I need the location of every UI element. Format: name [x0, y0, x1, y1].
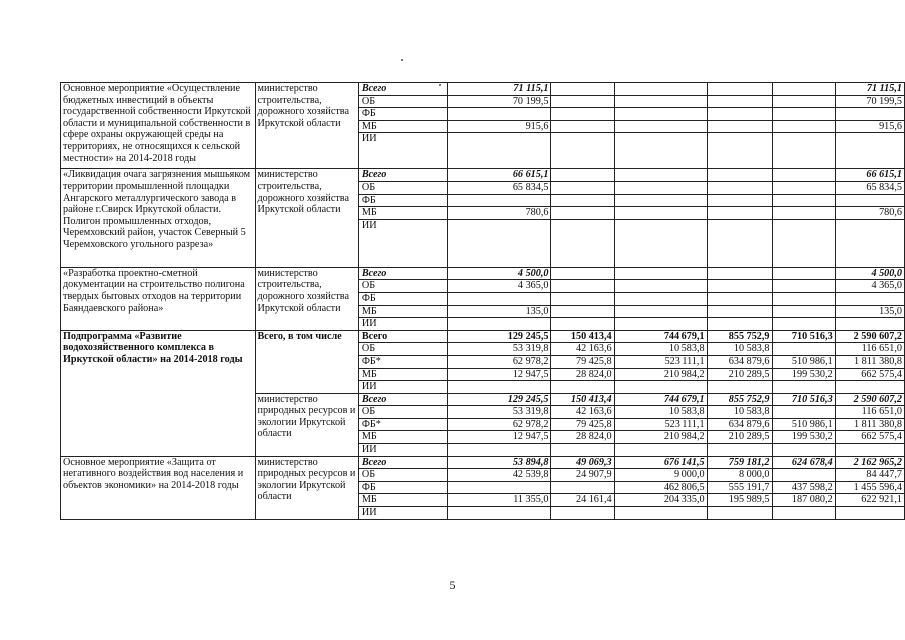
year-value-cell: [772, 469, 835, 482]
year-value-cell: 11 355,0: [447, 494, 551, 507]
year-value-cell: [707, 95, 772, 108]
year-value-cell: [707, 207, 772, 220]
year-value-cell: [707, 305, 772, 318]
funding-source: ИИ: [358, 507, 447, 520]
year-value-cell: 10 583,8: [614, 343, 707, 356]
year-value-cell: [551, 108, 614, 121]
year-value-cell: 210 289,5: [707, 431, 772, 444]
year-value-cell: 9 000,0: [614, 469, 707, 482]
year-value-cell: 12 947,5: [447, 368, 551, 381]
year-value-cell: [707, 318, 772, 331]
year-value-cell: 129 245,5: [447, 393, 551, 406]
budget-table: [60, 82, 905, 520]
total-value-cell: 780,6: [835, 207, 904, 220]
year-value-cell: [447, 381, 551, 394]
total-value-cell: 4 365,0: [835, 280, 904, 293]
funding-source: ФБ*: [358, 355, 447, 368]
total-value-cell: [835, 194, 904, 207]
year-value-cell: 10 583,8: [707, 406, 772, 419]
year-value-cell: [614, 169, 707, 182]
total-value-cell: 2 590 607,2: [835, 330, 904, 343]
year-value-cell: 129 245,5: [447, 330, 551, 343]
year-value-cell: [551, 133, 614, 169]
year-value-cell: [614, 444, 707, 457]
table-row: [61, 456, 905, 469]
total-value-cell: 1 811 380,8: [835, 418, 904, 431]
year-value-cell: [707, 83, 772, 96]
year-value-cell: 10 583,8: [614, 406, 707, 419]
total-value-cell: [835, 318, 904, 331]
funding-source: ИИ: [358, 318, 447, 331]
year-value-cell: [447, 219, 551, 267]
total-value-cell: 662 575,4: [835, 368, 904, 381]
year-value-cell: 24 907,9: [551, 469, 614, 482]
responsible-executor: министерство природных ресурсов и экологии Иркутской области: [255, 393, 358, 456]
year-value-cell: [551, 481, 614, 494]
year-value-cell: [772, 267, 835, 280]
total-value-cell: 622 921,1: [835, 494, 904, 507]
year-value-cell: [614, 507, 707, 520]
year-value-cell: [447, 108, 551, 121]
year-value-cell: 199 530,2: [772, 431, 835, 444]
year-value-cell: 42 163,6: [551, 343, 614, 356]
total-value-cell: [835, 381, 904, 394]
funding-source: Всего: [358, 330, 447, 343]
funding-source: МБ: [358, 120, 447, 133]
year-value-cell: 676 141,5: [614, 456, 707, 469]
year-value-cell: [772, 83, 835, 96]
total-value-cell: [835, 507, 904, 520]
year-value-cell: 70 199,5: [447, 95, 551, 108]
year-value-cell: 4 500,0: [447, 267, 551, 280]
year-value-cell: [614, 219, 707, 267]
year-value-cell: 71 115,1: [447, 83, 551, 96]
year-value-cell: [772, 169, 835, 182]
year-value-cell: [447, 133, 551, 169]
year-value-cell: 49 069,3: [551, 456, 614, 469]
year-value-cell: [551, 219, 614, 267]
year-value-cell: 53 319,8: [447, 406, 551, 419]
year-value-cell: [772, 305, 835, 318]
total-value-cell: [835, 219, 904, 267]
year-value-cell: [551, 169, 614, 182]
funding-source: МБ: [358, 305, 447, 318]
year-value-cell: [772, 95, 835, 108]
funding-source: ОБ: [358, 406, 447, 419]
year-value-cell: [772, 133, 835, 169]
total-value-cell: 65 834,5: [835, 181, 904, 194]
year-value-cell: [614, 181, 707, 194]
year-value-cell: [551, 292, 614, 305]
funding-source: Всего: [358, 456, 447, 469]
year-value-cell: 634 879,6: [707, 418, 772, 431]
year-value-cell: 65 834,5: [447, 181, 551, 194]
total-value-cell: 84 447,7: [835, 469, 904, 482]
year-value-cell: [707, 108, 772, 121]
table-row: [61, 330, 905, 343]
year-value-cell: 10 583,8: [707, 343, 772, 356]
year-value-cell: 855 752,9: [707, 330, 772, 343]
year-value-cell: [551, 120, 614, 133]
year-value-cell: 204 335,0: [614, 494, 707, 507]
year-value-cell: [551, 381, 614, 394]
activity-description: «Ликвидация очага загрязнения мышьяком территории промышленной площадки Ангарского металлургического завода в районе г.Свирск Иркутской области. Полигон промышленных отходов, Черемховский район, участок Северный 5 Черемховского угольного разреза»: [61, 169, 256, 267]
year-value-cell: [772, 343, 835, 356]
year-value-cell: 53 319,8: [447, 343, 551, 356]
year-value-cell: 624 678,4: [772, 456, 835, 469]
year-value-cell: 53 894,8: [447, 456, 551, 469]
activity-description: Основное мероприятие «Защита от негативного воздействия вод населения и объектов экономики» на 2014-2018 годы: [61, 456, 256, 519]
year-value-cell: 915,6: [447, 120, 551, 133]
funding-source: ФБ: [358, 481, 447, 494]
total-value-cell: 1 811 380,8: [835, 355, 904, 368]
funding-source: ОБ: [358, 343, 447, 356]
year-value-cell: [614, 292, 707, 305]
year-value-cell: 462 806,5: [614, 481, 707, 494]
year-value-cell: [447, 444, 551, 457]
year-value-cell: [772, 444, 835, 457]
year-value-cell: [707, 444, 772, 457]
table-row: [61, 169, 905, 182]
year-value-cell: 135,0: [447, 305, 551, 318]
year-value-cell: [614, 318, 707, 331]
year-value-cell: [772, 318, 835, 331]
funding-source: ИИ: [358, 444, 447, 457]
total-value-cell: 662 575,4: [835, 431, 904, 444]
year-value-cell: [614, 305, 707, 318]
funding-source: МБ: [358, 494, 447, 507]
year-value-cell: 510 986,1: [772, 418, 835, 431]
year-value-cell: [707, 120, 772, 133]
scan-speck: [401, 59, 403, 61]
year-value-cell: [614, 267, 707, 280]
year-value-cell: [772, 181, 835, 194]
activity-description: «Разработка проектно-сметной документации на строительство полигона твердых бытовых отходов на территории Баяндаевского района»: [61, 267, 256, 330]
year-value-cell: [447, 481, 551, 494]
year-value-cell: [614, 381, 707, 394]
year-value-cell: [614, 83, 707, 96]
total-value-cell: 2 162 965,2: [835, 456, 904, 469]
funding-source: ОБ: [358, 280, 447, 293]
year-value-cell: 79 425,8: [551, 355, 614, 368]
year-value-cell: 210 289,5: [707, 368, 772, 381]
year-value-cell: [614, 133, 707, 169]
funding-source: Всего: [358, 83, 447, 96]
total-value-cell: 1 455 596,4: [835, 481, 904, 494]
year-value-cell: [551, 305, 614, 318]
year-value-cell: 199 530,2: [772, 368, 835, 381]
year-value-cell: [772, 406, 835, 419]
year-value-cell: 150 413,4: [551, 393, 614, 406]
year-value-cell: 710 516,3: [772, 330, 835, 343]
year-value-cell: 555 191,7: [707, 481, 772, 494]
year-value-cell: [707, 181, 772, 194]
year-value-cell: [551, 267, 614, 280]
year-value-cell: 634 879,6: [707, 355, 772, 368]
total-value-cell: 2 590 607,2: [835, 393, 904, 406]
year-value-cell: [551, 194, 614, 207]
activity-description: Подпрограмма «Развитие водохозяйственного комплекса в Иркутской области» на 2014-2018 годы: [61, 330, 256, 456]
responsible-executor: министерство строительства, дорожного хозяйства Иркутской области: [255, 83, 358, 169]
year-value-cell: 187 080,2: [772, 494, 835, 507]
year-value-cell: [772, 120, 835, 133]
table-row: [61, 83, 905, 96]
funding-source: ОБ: [358, 95, 447, 108]
year-value-cell: 210 984,2: [614, 368, 707, 381]
year-value-cell: [707, 194, 772, 207]
year-value-cell: 66 615,1: [447, 169, 551, 182]
year-value-cell: [772, 108, 835, 121]
year-value-cell: [772, 381, 835, 394]
year-value-cell: 744 679,1: [614, 330, 707, 343]
year-value-cell: [447, 292, 551, 305]
total-value-cell: 116 651,0: [835, 406, 904, 419]
year-value-cell: [707, 292, 772, 305]
year-value-cell: 62 978,2: [447, 355, 551, 368]
year-value-cell: [772, 207, 835, 220]
year-value-cell: 195 989,5: [707, 494, 772, 507]
funding-source: ОБ: [358, 469, 447, 482]
funding-source: МБ: [358, 207, 447, 220]
year-value-cell: [707, 267, 772, 280]
year-value-cell: 510 986,1: [772, 355, 835, 368]
scan-speck: [439, 84, 441, 86]
funding-source: МБ: [358, 431, 447, 444]
year-value-cell: 42 539,8: [447, 469, 551, 482]
year-value-cell: [551, 507, 614, 520]
total-value-cell: [835, 108, 904, 121]
year-value-cell: [614, 280, 707, 293]
year-value-cell: [551, 207, 614, 220]
table-row: [61, 267, 905, 280]
year-value-cell: [614, 108, 707, 121]
year-value-cell: [707, 381, 772, 394]
year-value-cell: [614, 207, 707, 220]
year-value-cell: [614, 194, 707, 207]
year-value-cell: [551, 95, 614, 108]
year-value-cell: [772, 280, 835, 293]
year-value-cell: 42 163,6: [551, 406, 614, 419]
funding-source: ФБ: [358, 108, 447, 121]
total-value-cell: 915,6: [835, 120, 904, 133]
year-value-cell: 210 984,2: [614, 431, 707, 444]
responsible-executor: министерство строительства, дорожного хозяйства Иркутской области: [255, 267, 358, 330]
year-value-cell: [772, 507, 835, 520]
total-value-cell: 116 651,0: [835, 343, 904, 356]
year-value-cell: 79 425,8: [551, 418, 614, 431]
year-value-cell: [707, 133, 772, 169]
funding-source: Всего: [358, 267, 447, 280]
year-value-cell: 780,6: [447, 207, 551, 220]
funding-source: ФБ: [358, 292, 447, 305]
activity-description: Основное мероприятие «Осуществление бюджетных инвестиций в объекты государственной собственности Иркутской области и муниципальной собственности в сфере охраны окружающей среды на территориях, не относящихся к сельской местности» на 2014-2018 годы: [61, 83, 256, 169]
total-value-cell: [835, 444, 904, 457]
year-value-cell: [772, 194, 835, 207]
year-value-cell: [614, 120, 707, 133]
year-value-cell: [447, 194, 551, 207]
responsible-executor: министерство природных ресурсов и экологии Иркутской области: [255, 456, 358, 519]
year-value-cell: [772, 219, 835, 267]
year-value-cell: [447, 507, 551, 520]
year-value-cell: [614, 95, 707, 108]
year-value-cell: [551, 280, 614, 293]
funding-source: ИИ: [358, 381, 447, 394]
responsible-executor: Всего, в том числе: [255, 330, 358, 393]
funding-source: ФБ: [358, 194, 447, 207]
year-value-cell: 437 598,2: [772, 481, 835, 494]
funding-source: ИИ: [358, 133, 447, 169]
year-value-cell: 710 516,3: [772, 393, 835, 406]
year-value-cell: [551, 181, 614, 194]
year-value-cell: [551, 318, 614, 331]
funding-source: Всего: [358, 393, 447, 406]
year-value-cell: 62 978,2: [447, 418, 551, 431]
year-value-cell: 855 752,9: [707, 393, 772, 406]
funding-source: Всего: [358, 169, 447, 182]
year-value-cell: 523 111,1: [614, 418, 707, 431]
year-value-cell: 523 111,1: [614, 355, 707, 368]
total-value-cell: 66 615,1: [835, 169, 904, 182]
year-value-cell: [447, 318, 551, 331]
year-value-cell: 759 181,2: [707, 456, 772, 469]
total-value-cell: 70 199,5: [835, 95, 904, 108]
year-value-cell: [707, 169, 772, 182]
year-value-cell: [551, 444, 614, 457]
total-value-cell: 4 500,0: [835, 267, 904, 280]
year-value-cell: [707, 280, 772, 293]
responsible-executor: министерство строительства, дорожного хозяйства Иркутской области: [255, 169, 358, 267]
funding-source: ФБ*: [358, 418, 447, 431]
year-value-cell: [551, 83, 614, 96]
funding-source: ОБ: [358, 181, 447, 194]
total-value-cell: [835, 292, 904, 305]
year-value-cell: 28 824,0: [551, 368, 614, 381]
year-value-cell: 4 365,0: [447, 280, 551, 293]
total-value-cell: [835, 133, 904, 169]
year-value-cell: 28 824,0: [551, 431, 614, 444]
year-value-cell: [707, 219, 772, 267]
funding-source: ИИ: [358, 219, 447, 267]
year-value-cell: [772, 292, 835, 305]
total-value-cell: 71 115,1: [835, 83, 904, 96]
year-value-cell: [707, 507, 772, 520]
year-value-cell: 150 413,4: [551, 330, 614, 343]
year-value-cell: 8 000,0: [707, 469, 772, 482]
total-value-cell: 135,0: [835, 305, 904, 318]
year-value-cell: 744 679,1: [614, 393, 707, 406]
year-value-cell: 24 161,4: [551, 494, 614, 507]
funding-source: МБ: [358, 368, 447, 381]
page-number: 5: [449, 578, 456, 592]
year-value-cell: 12 947,5: [447, 431, 551, 444]
